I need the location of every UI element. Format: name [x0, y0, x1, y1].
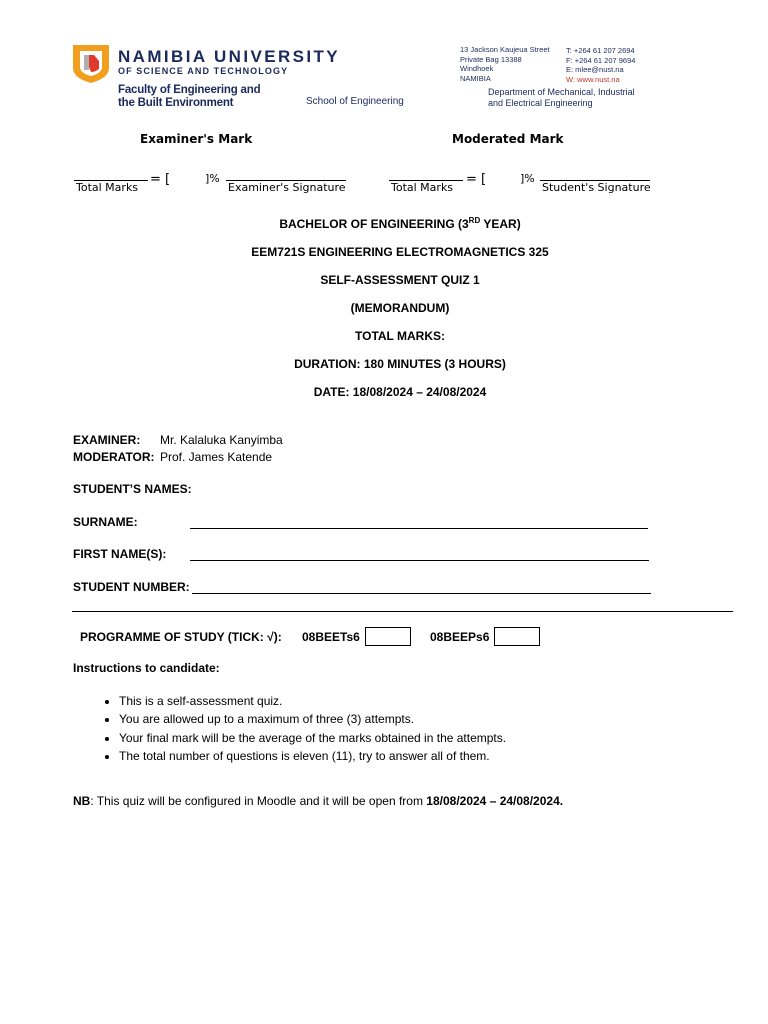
student-number-label: STUDENT NUMBER: — [73, 580, 190, 594]
degree-prefix: BACHELOR OF ENGINEERING (3 — [279, 217, 469, 231]
total-marks-label: Total Marks — [391, 181, 454, 194]
programme-option-2-label: 08BEEPs6 — [430, 630, 490, 644]
date-text: DATE: 18/08/2024 – 24/08/2024 — [313, 385, 487, 399]
percent-bracket: ]% — [205, 172, 220, 185]
total-marks-heading: TOTAL MARKS: — [355, 329, 445, 343]
address-line: Windhoek — [460, 64, 494, 73]
examiner-label: EXAMINER: — [73, 433, 141, 447]
address-line: 13 Jackson Kaujeua Street — [460, 45, 550, 54]
student-signature-label: Student's Signature — [542, 181, 651, 194]
degree-suffix: YEAR) — [480, 217, 521, 231]
website-link[interactable]: W: www.nust.na — [566, 74, 620, 84]
first-names-label: FIRST NAME(S): — [73, 547, 167, 561]
email-address: E: mlee@nust.na — [566, 65, 624, 74]
list-item: • Your final mark will be the average of the marks obtained in the attempts. — [119, 729, 506, 747]
memorandum-label: (MEMORANDUM) — [350, 301, 450, 315]
instructions-heading: Instructions to candidate: — [73, 661, 220, 675]
moderator-label: MODERATOR: — [73, 450, 155, 464]
moderator-name: Prof. James Katende — [160, 450, 273, 464]
note-text: : This quiz will be configured in Moodle and it will be open from — [90, 794, 427, 808]
equals-bracket: = [ — [150, 172, 171, 187]
department-line-2: and Electrical Engineering — [488, 98, 593, 108]
address-line: Private Bag 13388 — [460, 54, 522, 64]
instructions-list — [100, 692, 506, 765]
list-item: • The total number of questions is eleven (11), try to answer all of them. — [119, 747, 506, 765]
examiner-name: Mr. Kalaluka Kanyimba — [160, 433, 283, 447]
degree-superscript: RD — [468, 216, 481, 225]
equals-bracket: = [ — [466, 172, 487, 187]
university-logo — [70, 42, 112, 84]
course-title: EEM721S ENGINEERING ELECTROMAGNETICS 325 — [251, 245, 549, 259]
examiner-signature-label: Examiner's Signature — [228, 181, 346, 194]
examiners-mark-heading: Examiner's Mark — [140, 132, 253, 146]
programme-option-1-checkbox[interactable] — [365, 627, 411, 646]
university-name: NAMIBIA UNIVERSITY — [118, 47, 341, 66]
list-item: • You are allowed up to a maximum of three (3) attempts. — [119, 710, 506, 728]
moderated-mark-heading: Moderated Mark — [452, 132, 564, 146]
fax-number: F: +264 61 207 9694 — [566, 55, 636, 65]
moodle-note — [73, 794, 563, 808]
percent-bracket: ]% — [520, 172, 535, 185]
note-dates: 18/08/2024 – 24/08/2024. — [426, 794, 564, 808]
programme-option-2-checkbox[interactable] — [494, 627, 540, 646]
faculty-line-2: the Built Environment — [118, 97, 234, 109]
first-names-field[interactable] — [190, 560, 649, 561]
postal-address — [460, 45, 550, 83]
duration-text: DURATION: 180 MINUTES (3 HOURS) — [294, 357, 506, 371]
total-marks-label: Total Marks — [76, 181, 139, 194]
faculty-line-1: Faculty of Engineering and — [118, 84, 261, 96]
quiz-title: SELF-ASSESSMENT QUIZ 1 — [320, 273, 480, 287]
university-subtitle: OF SCIENCE AND TECHNOLOGY — [118, 66, 289, 76]
degree-title — [0, 216, 768, 231]
programme-option-1-label: 08BEETs6 — [302, 630, 360, 644]
section-divider — [72, 611, 733, 612]
list-item: • This is a self-assessment quiz. — [119, 692, 506, 710]
student-number-field[interactable] — [192, 593, 651, 594]
address-line: NAMIBIA — [460, 73, 491, 83]
surname-label: SURNAME: — [73, 515, 138, 529]
department-name — [488, 87, 635, 109]
note-label: NB — [73, 794, 91, 808]
students-names-label: STUDENT’S NAMES: — [73, 482, 192, 496]
contact-details — [566, 46, 635, 84]
surname-field[interactable] — [190, 528, 648, 529]
department-line-1: Department of Mechanical, Industrial — [488, 87, 635, 97]
school-name: School of Engineering — [306, 96, 404, 107]
programme-label: PROGRAMME OF STUDY (TICK: √): — [80, 630, 282, 644]
phone-number: T: +264 61 207 2694 — [566, 46, 635, 55]
faculty-name — [118, 84, 260, 110]
